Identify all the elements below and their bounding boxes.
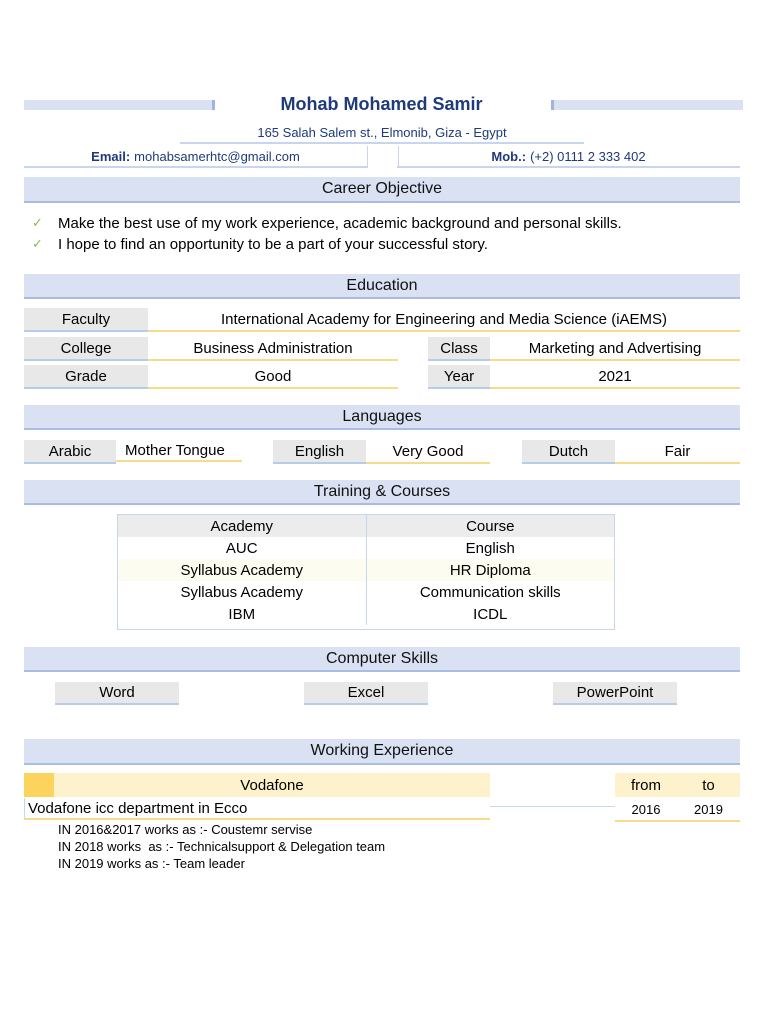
email-label: Email: [91,148,131,164]
skill-word: Word [55,682,179,705]
computer-skills-header: Computer Skills [24,647,740,672]
language-level: Mother Tongue [116,440,242,462]
table-row [118,559,614,581]
address: 165 Salah Salem st., Elmonib, Giza - Egypt [180,122,584,144]
experience-detail: IN 2018 works as :- Technicalsupport & Delegation team [58,839,386,854]
grade-value: Good [148,365,398,389]
mobile-row [397,146,740,168]
candidate-name: Mohab Mohamed Samir [280,93,483,114]
working-experience-header: Working Experience [24,739,740,765]
check-icon: ✓ [32,236,43,251]
table-row [118,581,614,603]
table-cell: HR Diploma [449,561,531,579]
training-table-grid [118,515,614,625]
language-level: Very Good [366,440,490,464]
faculty-label: Faculty [24,308,148,332]
experience-detail: IN 2016&2017 works as :- Coustemr servise [58,822,313,837]
experience-detail: IN 2019 works as :- Team leader [58,856,245,871]
department: Vodafone icc department in Ecco [24,798,490,820]
column-header-course: Course [466,517,515,535]
college-label: College [24,337,148,361]
table-row [118,603,614,625]
skill-powerpoint: PowerPoint [553,682,677,705]
to-label: to [677,773,740,797]
career-objective-header: Career Objective [24,177,740,203]
language-name: Arabic [24,440,116,464]
year-value: 2021 [490,365,740,389]
company-marker [24,773,54,797]
grade-label: Grade [24,365,148,389]
from-year: 2016 [615,798,677,822]
career-item [32,213,732,233]
year-label: Year [428,365,490,389]
column-header-academy: Academy [118,515,366,537]
table-cell: AUC [118,537,366,559]
table-row [118,537,614,559]
table-cell: ICDL [473,605,508,623]
check-icon: ✓ [32,215,43,230]
class-value: Marketing and Advertising [490,337,740,361]
email-value[interactable]: mohabsamerhtc@gmail.com [134,148,300,164]
email-mobile-gap [367,146,399,168]
training-table [117,514,615,630]
company-name: Vodafone [54,773,490,797]
language-level: Fair [615,440,740,464]
education-header: Education [24,274,740,299]
career-item [32,234,732,254]
header-left-bar [24,100,215,110]
email-row [24,146,367,168]
to-year: 2019 [677,798,740,822]
skill-excel: Excel [304,682,428,705]
table-cell: Syllabus Academy [118,581,366,603]
language-name: Dutch [522,440,615,464]
experience-connector [490,806,615,807]
college-value: Business Administration [148,337,398,361]
faculty-value: International Academy for Engineering and Media Science (iAEMS) [148,308,740,332]
language-name: English [273,440,366,464]
table-cell: English [465,539,515,557]
header-right-bar [551,100,743,110]
mobile-label: Mob.: [491,148,527,164]
mobile-value: (+2) 0111 2 333 402 [530,148,646,164]
table-cell: Syllabus Academy [118,559,366,581]
languages-header: Languages [24,405,740,430]
training-header: Training & Courses [24,480,740,505]
class-label: Class [428,337,490,361]
career-item-text: Make the best use of my work experience, academic background and personal skills. [58,214,622,232]
career-item-text: I hope to find an opportunity to be a part of your successful story. [58,235,488,253]
table-cell: IBM [118,603,366,625]
from-label: from [615,773,677,797]
table-header-row [118,515,614,537]
table-cell: Communication skills [419,583,561,601]
